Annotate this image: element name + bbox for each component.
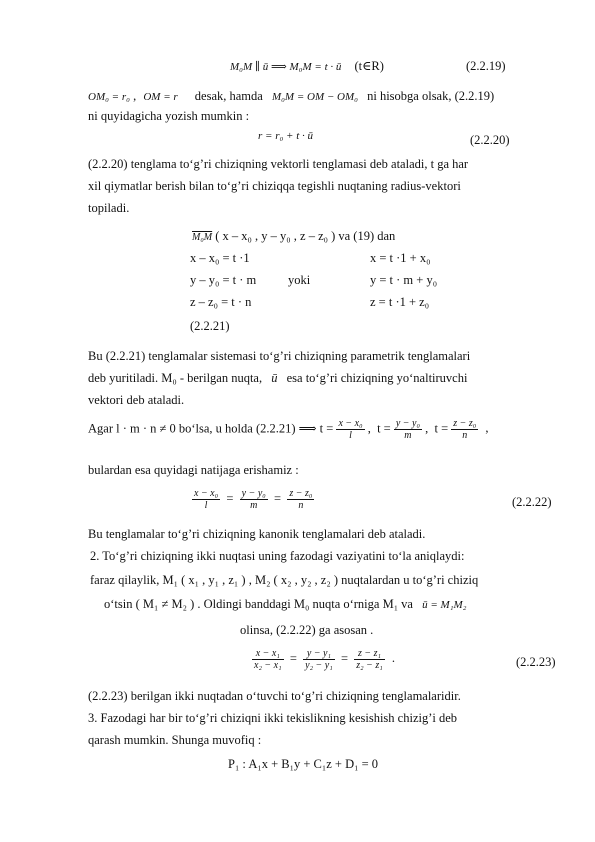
system-right-3: z = t ·1 + z₀ [370, 295, 430, 309]
text-fragment: t = [377, 421, 391, 436]
text-fragment: t = [434, 421, 449, 436]
text-line: ni quyidagicha yozish mumkin : [88, 109, 250, 123]
text-line: qarash mumkin. Shunga muvofiq : [88, 733, 262, 747]
text-line: vektori deb ataladi. [88, 393, 185, 407]
text-line: bulardan esa quyidagi natijaga erishamiz : [88, 463, 299, 477]
system-right-1: x = t ·1 + x₀ [370, 251, 431, 265]
fraction: $\frac{\text{x − x₁}}{\text{x₂ − x₁}}$ [254, 648, 282, 671]
text-line: Bu (2.2.21) tenglamalar sistemasi to‘g’ri chiziqning parametrik tenglamalari [88, 349, 471, 363]
text-line [88, 370, 467, 386]
fraction: $\frac{\text{y − y₁}}{\text{y₂ − y₁}}$ [305, 648, 333, 671]
fraction: $\frac{\text{y − y₀}}{m}$ [241, 488, 266, 511]
text-line [192, 228, 395, 246]
text-line: 3. Fazodagi har bir to‘g’ri chiziqni ikki tekislikning kesishish chizig’i deb [88, 711, 458, 725]
system-left-2: y – y₀ = t · m [190, 273, 257, 287]
fraction: $\frac{\text{x − x₀}}{l}$ [338, 418, 363, 441]
system-yoki: yoki [288, 273, 311, 287]
text-fragment: deb yuritiladi. M₀ - berilgan nuqta, [88, 371, 263, 385]
text-fragment: o‘tsin ( M₁ ≠ M₂ ) . Oldingi banddagi M₀ nuqta o‘rniga M₁ va [104, 597, 413, 611]
equation-number: (2.2.19) [466, 59, 506, 73]
text-line: topiladi. [88, 201, 130, 215]
text-line: Agar l · m · n ≠ 0 bo‘lsa, u holda (2.2.21) ⟹ t = $\frac{\text{x − x₀}}{l}$ , t = $\frac{\text{y − y₀}}{m}$ , t = $\frac{\text{z − z₀}}{n}$ , [88, 418, 489, 441]
text-line: (2.2.23) berilgan ikki nuqtadan o‘tuvchi to‘g’ri chiziqning tenglamalaridir. [88, 689, 461, 703]
text-line [104, 596, 467, 613]
system-left-1: x – x₀ = t ·1 [190, 251, 250, 265]
text-line: faraz qilaylik, M₁ ( x₁ , y₁ , z₁ ) , M₂ ( x₂ , y₂ , z₂ ) nuqtalardan u to‘g’ri chiziq [90, 573, 479, 587]
text-line: 2. To‘g’ri chiziqning ikki nuqtasi uning fazodagi vaziyatini to‘la aniqlaydi: [90, 549, 465, 563]
formula-2-2-20: r = r₀ + t · ū [258, 130, 314, 142]
system-right-2: y = t · m + y₀ [370, 273, 438, 287]
equation-number: (2.2.23) [516, 655, 556, 669]
system-left-3: z – z₀ = t · n [190, 295, 252, 309]
text-fragment: esa to‘g’ri chiziqning yo‘naltiruvchi [286, 371, 468, 385]
equation-number: (2.2.22) [512, 495, 552, 509]
text-fragment: . [391, 651, 396, 666]
fraction: $\frac{\text{y − y₀}}{m}$ [395, 418, 420, 441]
vector-u: ū [271, 371, 278, 385]
text-fragment: ( x – x₀ , y – y₀ , z – z₀ ) va (19) dan [215, 229, 396, 243]
formula-om0: OM₀ = r₀ [88, 91, 130, 103]
formula-2-2-22: $\frac{\text{x − x₀}}{l}$ = $\frac{\text{y − y₀}}{m}$ = $\frac{\text{z − z₀}}{n}$ [194, 488, 313, 511]
text-line: xil qiymatlar berish bilan to‘g’ri chiziqqa tegishli nuqtaning radius-vektori [88, 179, 461, 193]
vector-m0m: M₀M [192, 232, 213, 243]
fraction: $\frac{\text{z − z₀}}{n}$ [289, 488, 313, 511]
fraction: $\frac{\text{x − x₀}}{l}$ [194, 488, 219, 511]
fraction: $\frac{\text{z − z₀}}{n}$ [453, 418, 477, 441]
text-line: OM₀ = r₀ , OM = r desak, hamda M₀M = OM − OM₀ ni hisobga olsak, (2.2.19) [88, 89, 495, 103]
equation-number: (2.2.20) [470, 133, 510, 147]
text-fragment: desak, hamda [194, 89, 263, 103]
formula-2-2-19 [230, 58, 384, 75]
equation-number: (2.2.21) [190, 319, 230, 333]
text-line: Bu tenglamalar to‘g’ri chiziqning kanonik tenglamalari deb ataladi. [88, 527, 426, 541]
fraction: $\frac{\text{z − z₁}}{\text{z₂ − z₁}}$ [356, 648, 383, 671]
formula-om: OM = r [143, 91, 178, 103]
text-fragment: Agar l · m · n ≠ 0 bo‘lsa, u holda (2.2.21) ⟹ t = [88, 421, 334, 436]
formula-u-m1m2: ū = M₁M₂ [422, 599, 467, 611]
text-fragment: , [485, 421, 489, 436]
param-condition: (t∈R) [354, 59, 384, 73]
text-line: olinsa, (2.2.22) ga asosan . [240, 623, 374, 637]
text-fragment: ni hisobga olsak, (2.2.19) [367, 89, 495, 103]
text-line: (2.2.20) tenglama to‘g’ri chiziqning vektorli tenglamasi deb ataladi, t ga har [88, 157, 469, 171]
formula-parallel: M₀M ∥ ū ⟹ M₀M = t · ū [230, 61, 342, 73]
formula-m0m: M₀M = OM − OM₀ [271, 91, 358, 103]
text-line: P₁ : A₁x + B₁y + C₁z + D₁ = 0 [228, 757, 378, 771]
formula-2-2-23: $\frac{\text{x − x₁}}{\text{x₂ − x₁}}$ = $\frac{\text{y − y₁}}{\text{y₂ − y₁}}$ = $\frac{\text{z − z₁}}{\text{z₂ − z₁}}$ . [254, 648, 396, 671]
